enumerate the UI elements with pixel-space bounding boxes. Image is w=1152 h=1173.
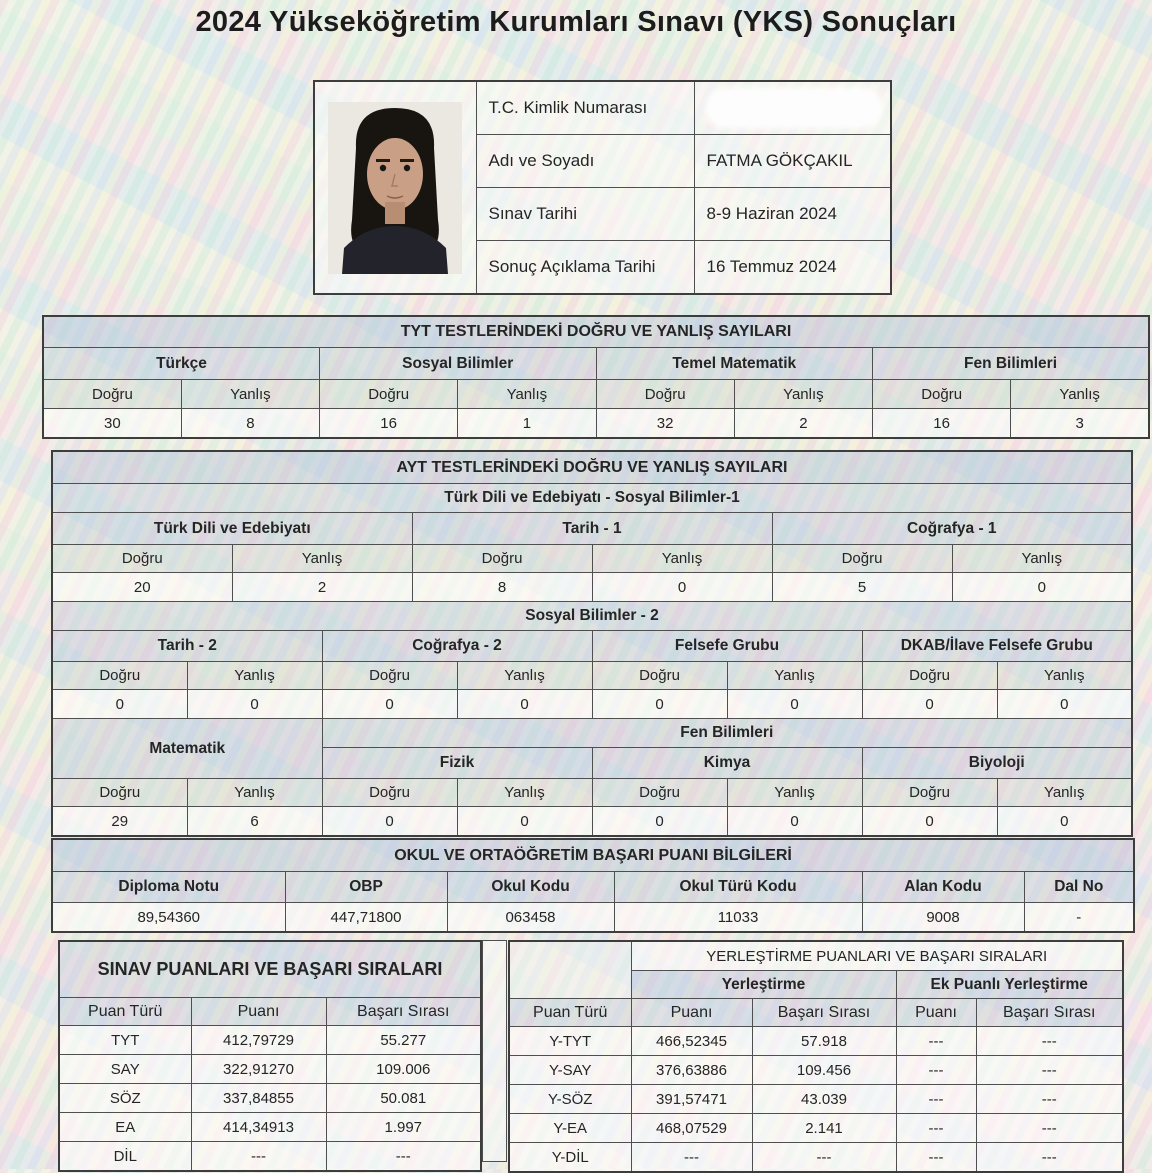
tyt-group-header: Türkçe <box>43 348 320 380</box>
score-value: 337,84855 <box>191 1084 326 1113</box>
score-column-header: Başarı Sırası <box>976 999 1123 1027</box>
ayt-fen-header: Fen Bilimleri <box>322 719 1132 748</box>
rank-value: 43.039 <box>752 1085 896 1114</box>
score-type: Y-DİL <box>509 1143 631 1173</box>
score-value: 322,91270 <box>191 1055 326 1084</box>
school-code: 063458 <box>447 903 614 933</box>
correct-count: 16 <box>320 409 458 439</box>
dogru-label: Doğru <box>862 779 997 807</box>
correct-count: 16 <box>873 409 1011 439</box>
score-type: DİL <box>59 1142 191 1172</box>
ek-rank-value: --- <box>976 1056 1123 1085</box>
candidate-photo-cell <box>314 81 476 294</box>
ek-rank-value: --- <box>976 1143 1123 1173</box>
wrong-count: 0 <box>997 690 1132 719</box>
ek-score-value: --- <box>896 1056 976 1085</box>
school-title: OKUL VE ORTAÖĞRETİM BAŞARI PUANI BİLGİLERİ <box>52 839 1134 872</box>
tyt-table <box>42 315 1150 439</box>
rank-value: 109.006 <box>326 1055 481 1084</box>
wrong-count: 0 <box>997 807 1132 837</box>
score-type: Y-EA <box>509 1114 631 1143</box>
score-type: Y-SAY <box>509 1056 631 1085</box>
ayt-matematik-header: Matematik <box>52 719 322 779</box>
exam-scores-title: SINAV PUANLARI VE BAŞARI SIRALARI <box>59 941 481 998</box>
correct-count: 0 <box>862 807 997 837</box>
table-row <box>59 1055 481 1084</box>
yanlis-label: Yanlış <box>952 545 1132 573</box>
correct-count: 32 <box>596 409 734 439</box>
school-column-header: Alan Kodu <box>862 872 1024 903</box>
table-row <box>59 1026 481 1055</box>
info-label: Adı ve Soyadı <box>476 135 694 188</box>
tyt-title: TYT TESTLERİNDEKİ DOĞRU VE YANLIŞ SAYILARI <box>43 316 1149 348</box>
score-column-header: Puanı <box>191 998 326 1026</box>
dogru-label: Doğru <box>320 380 458 409</box>
score-value: 468,07529 <box>631 1114 752 1143</box>
exam-date: 8-9 Haziran 2024 <box>694 188 891 241</box>
score-column-header: Puanı <box>631 999 752 1027</box>
yanlis-label: Yanlış <box>232 545 412 573</box>
ayt-group-header: Tarih - 1 <box>412 513 772 545</box>
dogru-label: Doğru <box>596 380 734 409</box>
dogru-label: Doğru <box>862 662 997 690</box>
wrong-count: 8 <box>181 409 319 439</box>
correct-count: 0 <box>322 807 457 837</box>
wrong-count: 0 <box>187 690 322 719</box>
ayt-group-header: DKAB/İlave Felsefe Grubu <box>862 631 1132 662</box>
score-type: Y-TYT <box>509 1027 631 1056</box>
ayt-group-header: Coğrafya - 1 <box>772 513 1132 545</box>
obp-value: 447,71800 <box>285 903 447 933</box>
school-type-code: 11033 <box>614 903 862 933</box>
score-column-header: Başarı Sırası <box>326 998 481 1026</box>
table-row <box>59 1084 481 1113</box>
wrong-count: 2 <box>232 573 412 602</box>
dogru-label: Doğru <box>43 380 181 409</box>
score-column-header: Başarı Sırası <box>752 999 896 1027</box>
wrong-count: 0 <box>727 690 862 719</box>
school-column-header: Dal No <box>1024 872 1134 903</box>
table-row <box>509 1056 1123 1085</box>
score-type: SÖZ <box>59 1084 191 1113</box>
yanlis-label: Yanlış <box>187 662 322 690</box>
field-code: 9008 <box>862 903 1024 933</box>
wrong-count: 0 <box>457 690 592 719</box>
dogru-label: Doğru <box>52 662 187 690</box>
dogru-label: Doğru <box>772 545 952 573</box>
candidate-name: FATMA GÖKÇAKIL <box>694 135 891 188</box>
dogru-label: Doğru <box>322 662 457 690</box>
tyt-group-header: Temel Matematik <box>596 348 873 380</box>
yanlis-label: Yanlış <box>727 662 862 690</box>
dogru-label: Doğru <box>322 779 457 807</box>
school-info-table <box>51 838 1135 933</box>
wrong-count: 6 <box>187 807 322 837</box>
score-value: 414,34913 <box>191 1113 326 1142</box>
tc-id-redacted <box>709 91 879 125</box>
wrong-count: 3 <box>1011 409 1149 439</box>
dogru-label: Doğru <box>873 380 1011 409</box>
wrong-count: 0 <box>592 573 772 602</box>
table-row <box>509 1143 1123 1173</box>
ek-rank-value: --- <box>976 1027 1123 1056</box>
table-row <box>509 1085 1123 1114</box>
dogru-label: Doğru <box>592 662 727 690</box>
ayt-section2-subtitle: Sosyal Bilimler - 2 <box>52 602 1132 631</box>
placement-blank-cell <box>509 941 631 999</box>
yanlis-label: Yanlış <box>727 779 862 807</box>
dogru-label: Doğru <box>52 545 232 573</box>
placement-group-header: Yerleştirme <box>631 971 896 999</box>
candidate-info-table <box>313 80 892 295</box>
score-type: EA <box>59 1113 191 1142</box>
score-column-header: Puan Türü <box>509 999 631 1027</box>
yanlis-label: Yanlış <box>592 545 772 573</box>
wrong-count: 0 <box>457 807 592 837</box>
ek-rank-value: --- <box>976 1114 1123 1143</box>
score-value: 466,52345 <box>631 1027 752 1056</box>
placement-title: YERLEŞTİRME PUANLARI VE BAŞARI SIRALARI <box>631 941 1123 971</box>
table-row <box>59 1113 481 1142</box>
score-column-header: Puan Türü <box>59 998 191 1026</box>
ayt-title: AYT TESTLERİNDEKİ DOĞRU VE YANLIŞ SAYILARI <box>52 451 1132 484</box>
school-column-header: OBP <box>285 872 447 903</box>
correct-count: 30 <box>43 409 181 439</box>
info-label: Sınav Tarihi <box>476 188 694 241</box>
tyt-group-header: Sosyal Bilimler <box>320 348 597 380</box>
placement-scores-table <box>508 940 1124 1173</box>
page-title: 2024 Yükseköğretim Kurumları Sınavı (YKS) Sonuçları <box>195 6 957 38</box>
table-row <box>59 1142 481 1172</box>
dogru-label: Doğru <box>412 545 592 573</box>
diploma-grade: 89,54360 <box>52 903 285 933</box>
ayt-table <box>51 450 1133 837</box>
ayt-section1-subtitle: Türk Dili ve Edebiyatı - Sosyal Bilimler-1 <box>52 484 1132 513</box>
ayt-group-header: Fizik <box>322 748 592 779</box>
score-value: --- <box>191 1142 326 1172</box>
yanlis-label: Yanlış <box>181 380 319 409</box>
result-date: 16 Temmuz 2024 <box>694 241 891 295</box>
rank-value: --- <box>326 1142 481 1172</box>
correct-count: 0 <box>52 690 187 719</box>
placement-group-header: Ek Puanlı Yerleştirme <box>896 971 1123 999</box>
info-label: Sonuç Açıklama Tarihi <box>476 241 694 295</box>
correct-count: 8 <box>412 573 592 602</box>
tc-id-value-cell <box>694 81 891 135</box>
correct-count: 20 <box>52 573 232 602</box>
table-row <box>509 1114 1123 1143</box>
table-row <box>509 1027 1123 1056</box>
correct-count: 5 <box>772 573 952 602</box>
rank-value: 2.141 <box>752 1114 896 1143</box>
ayt-group-header: Coğrafya - 2 <box>322 631 592 662</box>
yanlis-label: Yanlış <box>458 380 596 409</box>
ek-score-value: --- <box>896 1085 976 1114</box>
yanlis-label: Yanlış <box>997 779 1132 807</box>
wrong-count: 1 <box>458 409 596 439</box>
dogru-label: Doğru <box>52 779 187 807</box>
correct-count: 0 <box>862 690 997 719</box>
school-column-header: Okul Türü Kodu <box>614 872 862 903</box>
score-column-header: Puanı <box>896 999 976 1027</box>
score-value: 391,57471 <box>631 1085 752 1114</box>
wrong-count: 2 <box>734 409 872 439</box>
info-label: T.C. Kimlik Numarası <box>476 81 694 135</box>
yanlis-label: Yanlış <box>1011 380 1149 409</box>
ayt-group-header: Tarih - 2 <box>52 631 322 662</box>
wrong-count: 0 <box>952 573 1132 602</box>
school-column-header: Diploma Notu <box>52 872 285 903</box>
branch-no: - <box>1024 903 1134 933</box>
correct-count: 0 <box>592 807 727 837</box>
score-type: TYT <box>59 1026 191 1055</box>
rank-value: 57.918 <box>752 1027 896 1056</box>
student-photo-icon <box>328 102 462 274</box>
ek-rank-value: --- <box>976 1085 1123 1114</box>
correct-count: 0 <box>322 690 457 719</box>
correct-count: 0 <box>592 690 727 719</box>
score-value: 376,63886 <box>631 1056 752 1085</box>
ek-score-value: --- <box>896 1143 976 1173</box>
ayt-group-header: Felsefe Grubu <box>592 631 862 662</box>
exam-scores-table <box>58 940 482 1172</box>
ayt-group-header: Kimya <box>592 748 862 779</box>
ayt-group-header: Türk Dili ve Edebiyatı <box>52 513 412 545</box>
yanlis-label: Yanlış <box>187 779 322 807</box>
wrong-count: 0 <box>727 807 862 837</box>
ayt-group-header: Biyoloji <box>862 748 1132 779</box>
yanlis-label: Yanlış <box>457 779 592 807</box>
yanlis-label: Yanlış <box>997 662 1132 690</box>
correct-count: 29 <box>52 807 187 837</box>
yanlis-label: Yanlış <box>457 662 592 690</box>
score-type: SAY <box>59 1055 191 1084</box>
yanlis-label: Yanlış <box>734 380 872 409</box>
tyt-group-header: Fen Bilimleri <box>873 348 1150 380</box>
ek-score-value: --- <box>896 1114 976 1143</box>
score-value: 412,79729 <box>191 1026 326 1055</box>
school-column-header: Okul Kodu <box>447 872 614 903</box>
rank-value: 109.456 <box>752 1056 896 1085</box>
rank-value: 55.277 <box>326 1026 481 1055</box>
rank-value: 1.997 <box>326 1113 481 1142</box>
dogru-label: Doğru <box>592 779 727 807</box>
spacer-strip <box>482 940 507 1162</box>
score-type: Y-SÖZ <box>509 1085 631 1114</box>
rank-value: 50.081 <box>326 1084 481 1113</box>
score-value: --- <box>631 1143 752 1173</box>
rank-value: --- <box>752 1143 896 1173</box>
ek-score-value: --- <box>896 1027 976 1056</box>
